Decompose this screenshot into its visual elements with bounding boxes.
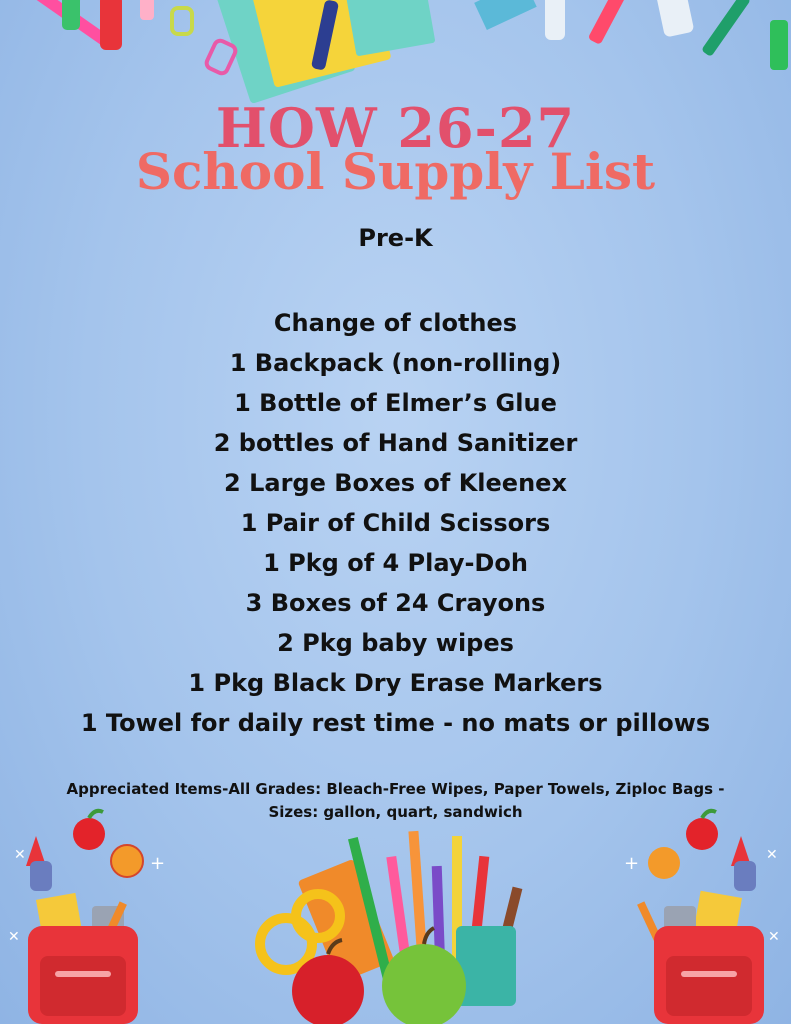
list-item: 2 Pkg baby wipes — [277, 629, 514, 657]
svg-text:✕: ✕ — [14, 847, 26, 863]
supply-list — [0, 303, 791, 743]
flyer-subtitle: School Supply List — [135, 142, 656, 201]
list-item: 3 Boxes of 24 Crayons — [245, 589, 546, 617]
svg-text:+: + — [624, 853, 640, 874]
list-item: 1 Pkg Black Dry Erase Markers — [188, 669, 603, 697]
list-item: 1 Pair of Child Scissors — [240, 509, 551, 537]
pencils-apples-icon — [246, 826, 546, 1024]
svg-text:✕: ✕ — [766, 847, 778, 863]
flyer-title: HOW 26-27 — [215, 96, 576, 160]
appreciated-items-note: Appreciated Items-All Grades: Bleach-Free Wipes, Paper Towels, Ziploc Bags - Sizes: gallon, quart, sandwich — [66, 780, 725, 821]
list-item: 1 Backpack (non-rolling) — [229, 349, 562, 377]
svg-text:+: + — [150, 853, 166, 874]
backpack-left-icon — [0, 806, 175, 1024]
list-item: 2 Large Boxes of Kleenex — [224, 469, 567, 497]
svg-text:✕: ✕ — [768, 929, 780, 945]
list-item: Change of clothes — [273, 309, 518, 337]
svg-text:✕: ✕ — [8, 929, 20, 945]
school-supplies-top-icon — [0, 0, 791, 110]
grade-level: Pre-K — [358, 224, 433, 252]
list-item: 1 Bottle of Elmer’s Glue — [234, 389, 557, 417]
list-item: 2 bottles of Hand Sanitizer — [213, 429, 578, 457]
list-item: 1 Pkg of 4 Play-Doh — [263, 549, 528, 577]
backpack-right-icon — [616, 806, 791, 1024]
list-item: 1 Towel for daily rest time - no mats or pillows — [80, 709, 711, 737]
